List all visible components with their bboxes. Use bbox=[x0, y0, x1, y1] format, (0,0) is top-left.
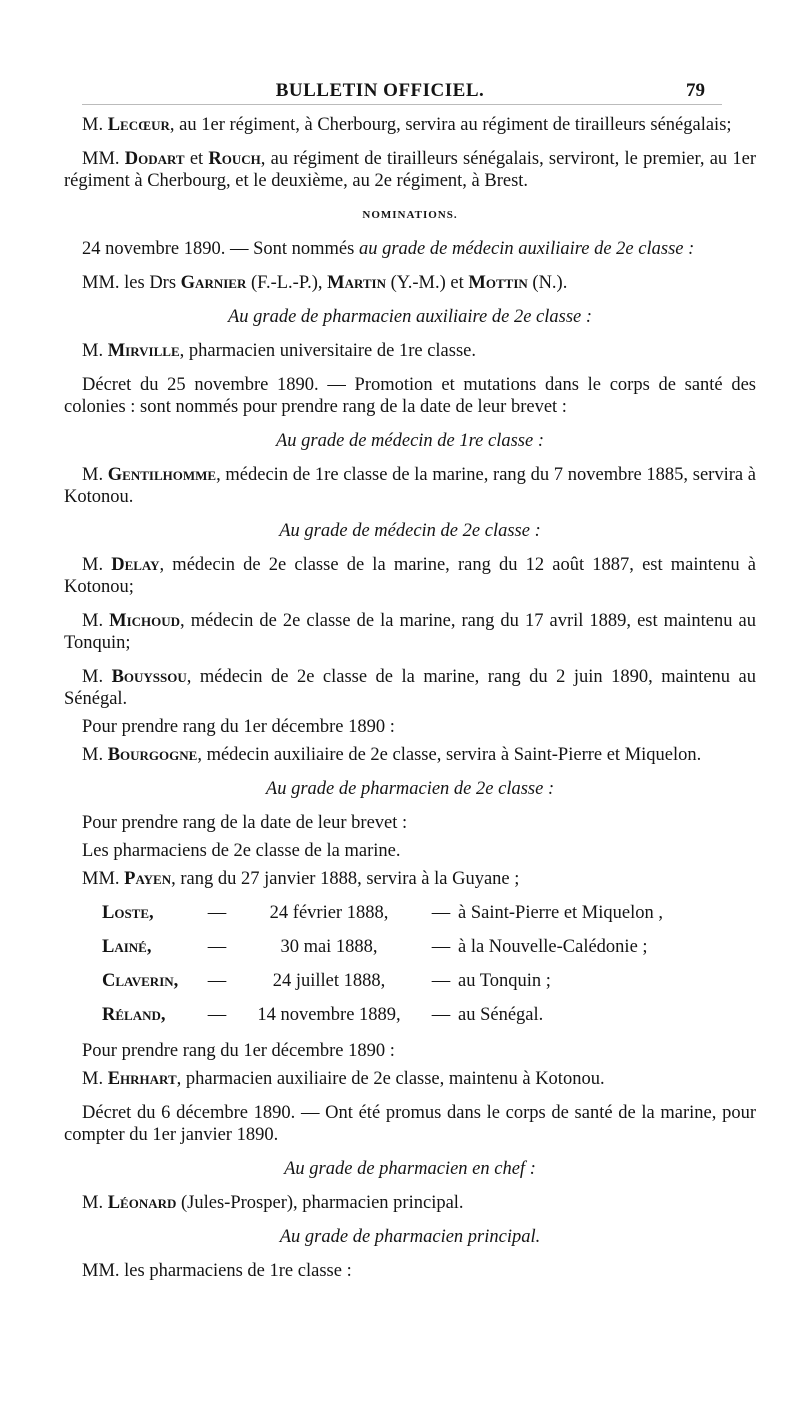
paragraph-pour-brevet: Pour prendre rang de la date de leur brevet : bbox=[82, 813, 408, 833]
paragraph-pour-prendre-rang-2: Pour prendre rang du 1er décembre 1890 : bbox=[82, 1041, 395, 1061]
heading-pharmacien-chef: Au grade de pharmacien en chef : bbox=[284, 1159, 536, 1179]
paragraph-payen: MM. Payen, rang du 27 janvier 1888, servira à la Guyane ; bbox=[82, 869, 520, 889]
heading-pharmacien-auxiliaire: Au grade de pharmacien auxiliaire de 2e classe : bbox=[227, 307, 593, 327]
person-name: Rouch bbox=[208, 149, 261, 169]
paragraph-garnier: MM. les Drs Garnier (F.-L.-P.), Martin (Y.-M.) et Mottin (N.). bbox=[82, 273, 568, 293]
table-row: Loste, — 24 février 1888, — à Saint-Pierre et Miquelon , bbox=[102, 903, 663, 923]
heading-medecin-1re: Au grade de médecin de 1re classe : bbox=[276, 431, 544, 451]
paragraph-24-novembre: 24 novembre 1890. — Sont nommés au grade de médecin auxiliaire de 2e classe : bbox=[82, 239, 695, 259]
paragraph-leonard: M. Léonard (Jules-Prosper), pharmacien principal. bbox=[82, 1193, 464, 1213]
table-row: Réland, — 14 novembre 1889, — au Sénégal. bbox=[102, 1005, 544, 1025]
person-name: Lecœur bbox=[107, 115, 170, 135]
assignment-table bbox=[102, 896, 756, 1032]
header-rule bbox=[82, 104, 722, 105]
paragraph-bouyssou: M. Bouyssou, médecin de 2e classe de la marine, rang du 2 juin 1890, maintenu au Sénégal. bbox=[64, 667, 757, 709]
paragraph-mm-pharmaciens: MM. les pharmaciens de 1re classe : bbox=[82, 1261, 352, 1281]
page-number: 79 bbox=[686, 80, 705, 101]
section-heading-nominations: NOMINATIONS. bbox=[362, 209, 458, 221]
table-row: Claverin, — 24 juillet 1888, — au Tonquin ; bbox=[102, 971, 551, 991]
paragraph-delay: M. Delay, médecin de 2e classe de la marine, rang du 12 août 1887, est maintenu à Kotonou; bbox=[64, 555, 756, 597]
page-header-title: BULLETIN OFFICIEL. bbox=[275, 80, 485, 101]
person-name: Dodart bbox=[124, 149, 185, 169]
paragraph-pour-prendre-rang: Pour prendre rang du 1er décembre 1890 : bbox=[82, 717, 395, 737]
document-body bbox=[64, 114, 756, 1294]
paragraph-ehrhart: M. Ehrhart, pharmacien auxiliaire de 2e classe, maintenu à Kotonou. bbox=[82, 1069, 605, 1089]
paragraph-gentilhomme: M. Gentilhomme, médecin de 1re classe de la marine, rang du 7 novembre 1885, servira à Kotonou. bbox=[64, 465, 757, 507]
heading-pharmacien-2e: Au grade de pharmacien de 2e classe : bbox=[265, 779, 555, 799]
table-row: Lainé, — 30 mai 1888, — à la Nouvelle-Calédonie ; bbox=[102, 937, 648, 957]
heading-medecin-2e: Au grade de médecin de 2e classe : bbox=[279, 521, 541, 541]
paragraph-decret-25: Décret du 25 novembre 1890. — Promotion et mutations dans le corps de santé des colonies : sont nommés pour prendre rang de la date de leur brevet : bbox=[64, 375, 756, 417]
heading-pharmacien-principal: Au grade de pharmacien principal. bbox=[279, 1227, 541, 1247]
paragraph-michoud: M. Michoud, médecin de 2e classe de la marine, rang du 17 avril 1889, est maintenu au Tonquin; bbox=[64, 611, 757, 653]
paragraph-decret-6: Décret du 6 décembre 1890. — Ont été promus dans le corps de santé de la marine, pour compter du 1er janvier 1890. bbox=[64, 1103, 756, 1145]
paragraph-bourgogne: M. Bourgogne, médecin auxiliaire de 2e classe, servira à Saint-Pierre et Miquelon. bbox=[82, 745, 702, 765]
paragraph-dodart-rouch: MM. Dodart et Rouch, au régiment de tirailleurs sénégalais, serviront, le premier, au 1er régiment à Cherbourg, et le deuxième, au 2e régiment, à Brest. bbox=[64, 149, 757, 191]
paragraph-lecoeur: M. Lecœur, au 1er régiment, à Cherbourg, servira au régiment de tirailleurs sénégalais; bbox=[82, 115, 732, 135]
paragraph-mirville: M. Mirville, pharmacien universitaire de 1re classe. bbox=[82, 341, 477, 361]
paragraph-les-pharmaciens: Les pharmaciens de 2e classe de la marine. bbox=[82, 841, 401, 861]
